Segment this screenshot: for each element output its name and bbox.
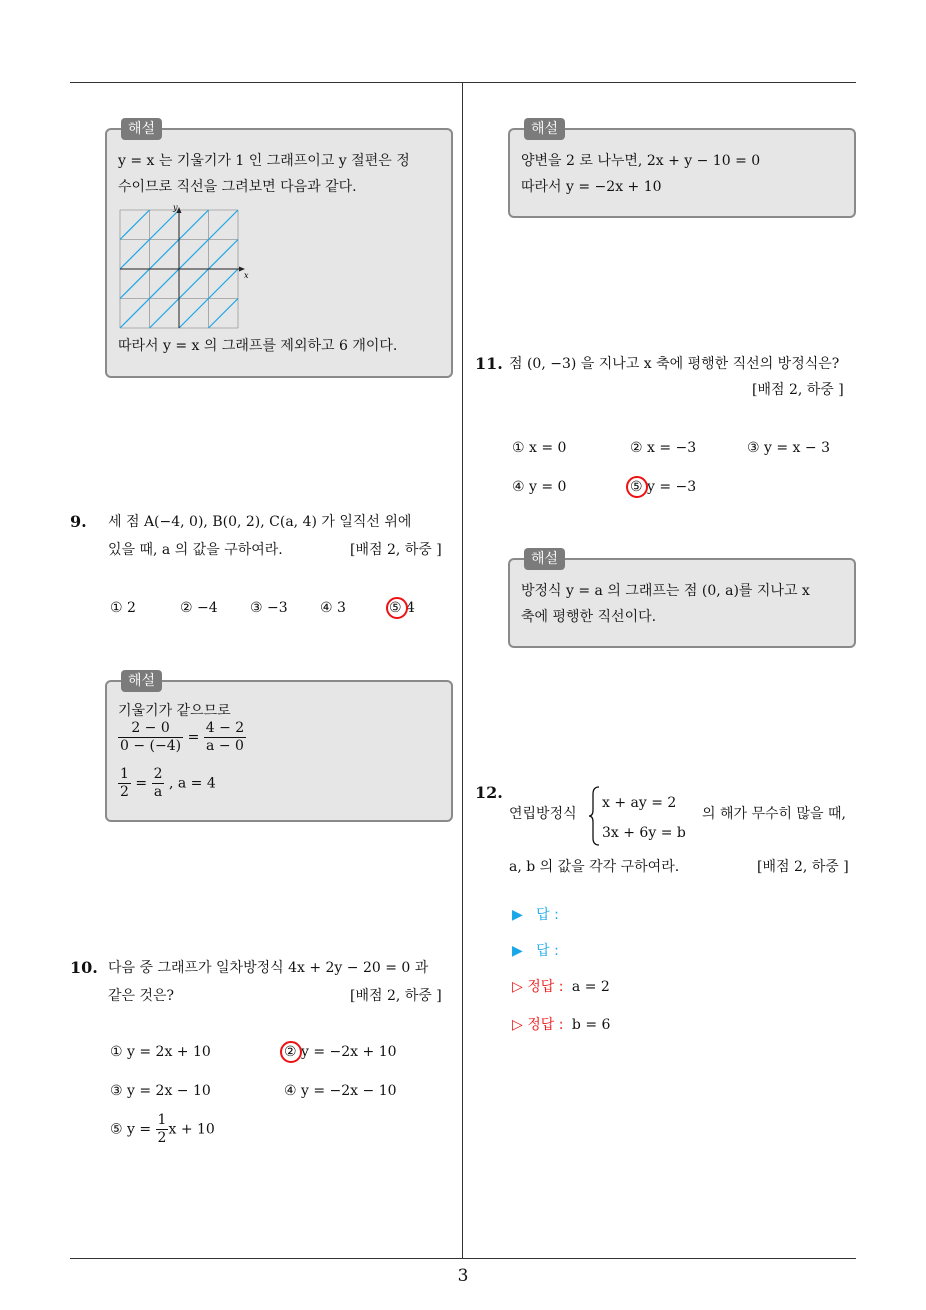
solution-text-line: 따라서 y = x 의 그래프를 제외하고 6 개이다. [118,338,398,354]
correct-answer-row-2: ▷ 정답 : b = 6 [512,1017,611,1033]
solution-box-q9 [105,673,453,822]
solution-box-q8 [105,121,453,378]
fraction-numerator: 2 [153,766,163,782]
answer-row-1[interactable]: ▶ 답 : [512,907,559,923]
option-4[interactable]: ④ y = 0 [512,479,567,495]
solution-tag: 해설 [121,670,162,692]
fraction-denominator: 2 [157,1130,167,1146]
system-equation-1: x + ay = 2 [602,795,677,811]
question-text: a, b 의 값을 각각 구하여라. [509,859,680,875]
question-text: 연립방정식 [509,806,577,822]
question-text: 있을 때, a 의 값을 구하여라. [108,542,283,558]
fraction-numerator: 1 [157,1112,167,1128]
system-equation-2: 3x + 6y = b [602,825,686,841]
solution-text-line: 축에 평행한 직선이다. [521,609,657,625]
option-2[interactable]: ② −4 [180,600,218,616]
option-4[interactable]: ④ 3 [320,600,346,616]
score-label: [배점 2, 하중 ] [350,542,442,558]
question-number: 11. [475,354,503,373]
bottom-rule [70,1258,856,1259]
equals-sign: = [135,775,148,792]
page-number: 3 [457,1266,469,1286]
correct-answer-row-1: ▷ 정답 : a = 2 [512,979,610,995]
option-3[interactable]: ③ y = x − 3 [747,440,830,456]
fraction-denominator: 2 [120,784,129,800]
option-4[interactable]: ④ y = −2x − 10 [284,1083,397,1099]
solution-tag: 해설 [121,118,162,140]
fraction-numerator: 1 [120,766,129,782]
question-number: 9. [70,512,87,531]
question-text: 같은 것은? [108,988,175,1004]
question-number: 12. [475,783,503,802]
answer-row-2[interactable]: ▶ 답 : [512,943,559,959]
solution-text-line: y = x 는 기울기가 1 인 그래프이고 y 절편은 정 [118,153,410,169]
selected-answer-mark [626,476,648,498]
option-2[interactable]: ② y = −2x + 10 [284,1044,397,1060]
fraction-denominator: 0 − (−4) [120,738,182,754]
score-label: [배점 2, 하중 ] [752,382,844,398]
solution-text-line: 기울기가 같으므로 [118,703,231,719]
fraction-denominator: a [153,784,163,800]
column-divider [462,82,463,1258]
question-text: 세 점 A(−4, 0), B(0, 2), C(a, 4) 가 일직선 위에 [108,514,412,530]
y-axis-label: y [173,203,178,212]
option-5[interactable]: ⑤ y = −3 [630,479,697,495]
fraction-denominator: a − 0 [206,738,244,754]
fraction-equation [118,766,216,801]
option-1[interactable]: ① 2 [110,600,136,616]
option-1[interactable]: ① x = 0 [512,440,567,456]
solution-tag: 해설 [524,118,565,140]
solution-box-q10 [508,121,856,218]
fraction-numerator: 2 − 0 [118,720,183,738]
option-3[interactable]: ③ y = 2x − 10 [110,1083,211,1099]
selected-answer-mark [386,597,408,619]
play-icon: ▶ [512,943,523,959]
solution-box-q11 [508,551,856,648]
solution-text-line: 방정식 y = a 의 그래프는 점 (0, a)를 지나고 x [521,583,810,599]
fraction-equation [118,720,246,755]
equals-sign: = [187,729,200,746]
play-outline-icon: ▷ [512,979,523,995]
top-rule [70,82,856,83]
score-label: [배점 2, 하중 ] [757,859,849,875]
question-number: 10. [70,958,98,977]
equation-tail: , a = 4 [168,775,216,792]
solution-text-line: 따라서 y = −2x + 10 [521,179,662,195]
option-3[interactable]: ③ −3 [250,600,288,616]
question-text: 점 (0, −3) 을 지나고 x 축에 평행한 직선의 방정식은? [509,356,840,372]
score-label: [배점 2, 하중 ] [350,988,442,1004]
option-2[interactable]: ② x = −3 [630,440,697,456]
play-icon: ▶ [512,907,523,923]
selected-answer-mark [280,1041,302,1063]
solution-text-line: 수이므로 직선을 그려보면 다음과 같다. [118,179,357,195]
solution-text-line: 양변을 2 로 나누면, 2x + y − 10 = 0 [521,153,761,169]
x-axis-label: x [244,271,249,280]
question-text: 다음 중 그래프가 일차방정식 4x + 2y − 20 = 0 과 [108,960,429,976]
system-brace [588,786,600,846]
option-1[interactable]: ① y = 2x + 10 [110,1044,211,1060]
line-graph [118,203,250,332]
solution-tag: 해설 [524,548,565,570]
question-text: 의 해가 무수히 많을 때, [702,806,846,822]
fraction-numerator: 4 − 2 [205,720,245,736]
play-outline-icon: ▷ [512,1017,523,1033]
option-5[interactable]: ⑤ 4 [389,600,415,616]
option-5[interactable]: ⑤ y = $\frac{1}{2}$ x + 10 [110,1112,215,1146]
